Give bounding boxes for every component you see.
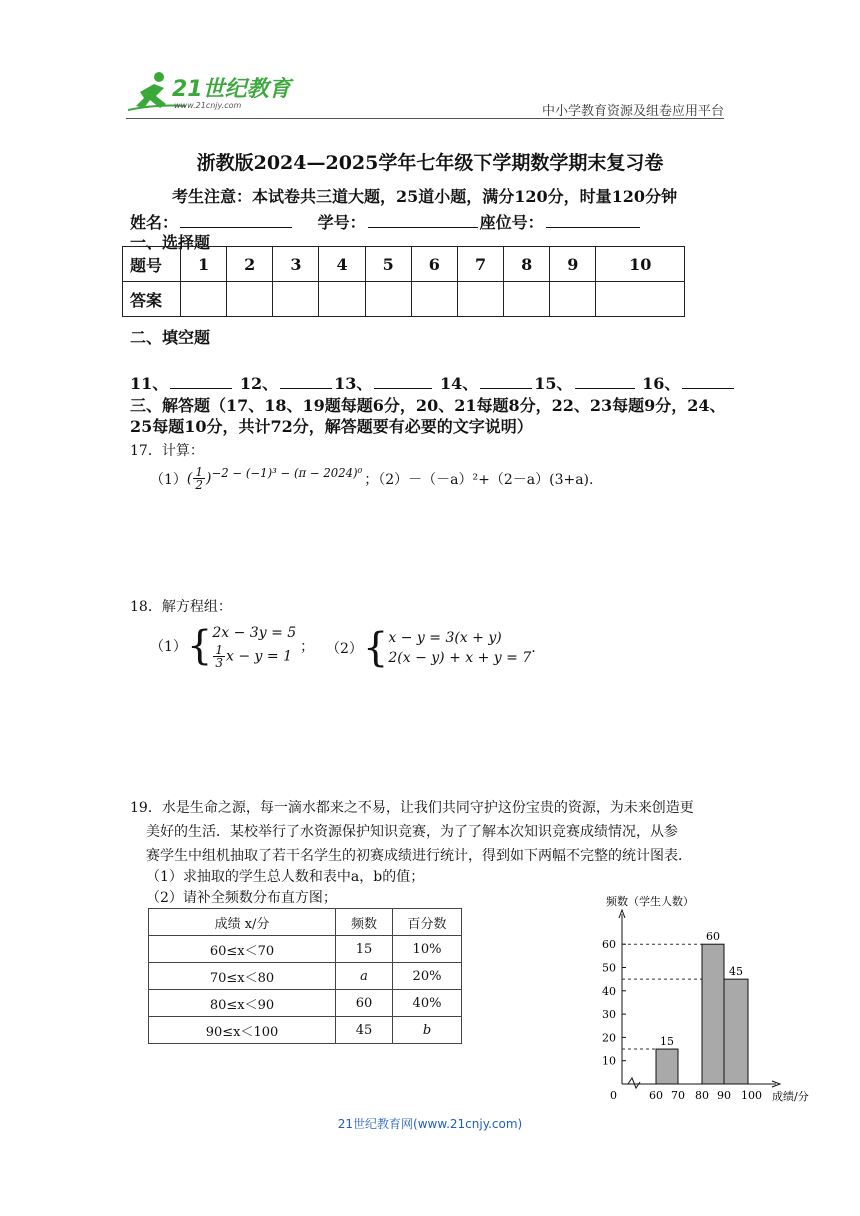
q18-p2-equations (388, 628, 531, 668)
score-pct-cell: 10% (393, 936, 462, 963)
fraction: $\frac{1}{3}$ (215, 643, 224, 670)
score-freq-cell: 15 (336, 936, 393, 963)
qnum-cell: 7 (457, 247, 503, 282)
logo-url-text: www.21cnjy.com (174, 101, 242, 110)
qnum-cell: 5 (365, 247, 411, 282)
fill-blank[interactable] (170, 374, 232, 389)
bars (656, 930, 748, 1084)
q19-line-2: 美好的生活．某校举行了水资源保护知识竞赛，为了了解本次知识竞赛成绩情况，从参 (146, 824, 678, 840)
site-logo (126, 70, 296, 116)
q19-line-1: 19．水是生命之源，每一滴水都来之不易，让我们共同守护这份宝贵的资源，为未来创造更 (130, 800, 694, 816)
q19-line-3: 赛学生中组机抽取了若干名学生的初赛成绩进行统计，得到如下两幅不完整的统计图表． (146, 848, 692, 864)
q18-end: . (531, 640, 536, 656)
score-header-cell: 百分数 (393, 909, 462, 936)
exam-title: 浙教版2024—2025学年七年级下学期数学期末复习卷 (196, 152, 664, 174)
histogram-xlabel: 成绩/分 (772, 1090, 809, 1103)
score-pct-cell: 20% (393, 963, 462, 990)
answer-cell[interactable] (181, 282, 227, 317)
fill-blank[interactable] (682, 374, 734, 389)
histogram-bar (656, 1049, 678, 1084)
fill-blank-line (130, 371, 736, 394)
q18-sep: ； (300, 638, 315, 655)
q18-system-1 (150, 622, 314, 669)
q18-p1-eq2: x − y = 1 (226, 648, 292, 665)
x-tick-label: 90 (717, 1089, 731, 1102)
q18-p1-eq1: 2x − 3y = 5 (212, 625, 297, 641)
histogram-ylabel: 频数（学生人数） (606, 895, 694, 908)
table-row (149, 936, 462, 963)
score-freq-cell: 45 (336, 1017, 393, 1044)
score-pct-cell: 40% (393, 990, 462, 1017)
q17-stem: 17．计算： (130, 443, 204, 459)
q18-p1-equations (212, 622, 296, 669)
answer-table-row2-label: 答案 (123, 282, 181, 317)
fill-blank[interactable] (575, 374, 635, 389)
section-choice-heading: 一、选择题 (130, 233, 211, 252)
section-solve-heading-2: 25每题10分，共计72分，解答题要有必要的文字说明） (130, 417, 533, 436)
score-freq-cell: 60 (336, 990, 393, 1017)
score-range-cell: 90≤x＜100 (149, 1017, 336, 1044)
fill-blank[interactable] (480, 374, 532, 389)
answer-table-row-answers (123, 282, 685, 317)
qnum-cell: 9 (550, 247, 596, 282)
q17-parts (150, 466, 593, 491)
answer-cell[interactable] (319, 282, 365, 317)
fill-label: 15、 (534, 374, 573, 393)
answer-cell[interactable] (227, 282, 273, 317)
score-range-cell: 70≤x＜80 (149, 963, 336, 990)
platform-name: 中小学教育资源及组卷应用平台 (541, 104, 724, 119)
qnum-cell: 3 (273, 247, 319, 282)
x-tick-label: 100 (741, 1089, 762, 1102)
fill-blank[interactable] (374, 374, 432, 389)
seat-label: 座位号： (479, 213, 544, 232)
score-header-cell: 频数 (336, 909, 393, 936)
origin-label: 0 (610, 1089, 617, 1102)
q18-p2-eq2: 2(x − y) + x + y = 7 (388, 650, 532, 666)
number-blank[interactable] (368, 213, 478, 228)
section-solve-heading-1: 三、解答题（17、18、19题每题6分，20、21每题8分，22、23每题9分，24、 (130, 396, 726, 415)
fill-label: 14、 (440, 374, 479, 393)
table-row (149, 1017, 462, 1044)
name-label: 姓名： (130, 213, 179, 232)
fraction: $\frac{1}{2}$ (195, 465, 204, 493)
score-range-cell: 80≤x＜90 (149, 990, 336, 1017)
qnum-cell: 2 (227, 247, 273, 282)
y-tick-label: 40 (602, 984, 616, 998)
q18-system-2 (326, 625, 536, 671)
q18-p1-eq2-row (212, 644, 296, 669)
fill-label: 16、 (642, 374, 681, 393)
q17-p2: ；（2）－（－a）²+（2－a）(3+a). (364, 471, 594, 488)
footer-link[interactable]: 21世纪教育网(www.21cnjy.com) (337, 1117, 523, 1131)
y-tick-label: 10 (602, 1054, 616, 1068)
q17-p1-expression: ( $\frac{1}{2}$ )$^{-2 - (-1)^3 - (\pi - 2024)^0}$ (186, 465, 363, 493)
qnum-cell: 4 (319, 247, 365, 282)
answer-cell[interactable] (504, 282, 550, 317)
answer-table-row-numbers (123, 247, 685, 282)
bar-value-label: 15 (660, 1035, 674, 1049)
section-fill-heading: 二、填空题 (130, 328, 211, 347)
q17-p1-label: （1） (150, 471, 187, 488)
score-pct-cell: b (393, 1017, 462, 1044)
x-tick-label: 80 (695, 1089, 709, 1102)
answer-cell[interactable] (273, 282, 319, 317)
axis-break-icon (628, 1078, 640, 1088)
brace-icon: { (186, 622, 213, 669)
x-tick-label: 60 (649, 1089, 663, 1102)
brace-icon: { (362, 625, 389, 671)
y-tick-label: 50 (602, 961, 616, 975)
fill-label: 12、 (239, 374, 279, 393)
y-tick-label: 60 (602, 938, 616, 952)
q17-p1-tail: −2 − (−1)³ − (π − 2024)⁰ (211, 466, 363, 480)
answer-cell[interactable] (365, 282, 411, 317)
exam-notice: 考生注意：本试卷共三道大题，25道小题，满分120分，时量120分钟 (172, 187, 678, 206)
x-tick-label: 70 (671, 1089, 685, 1102)
x-ticks (649, 1089, 762, 1102)
name-blank[interactable] (180, 213, 292, 228)
frequency-histogram (590, 888, 830, 1108)
fill-label: 13、 (334, 374, 373, 393)
score-range-cell: 60≤x＜70 (149, 936, 336, 963)
qnum-cell: 1 (181, 247, 227, 282)
score-table-header (149, 909, 462, 936)
answer-table-row1-label: 题号 (123, 247, 181, 282)
q18-p2-label: （2） (326, 641, 363, 657)
table-row (149, 963, 462, 990)
runner-logo-icon (126, 70, 296, 116)
q19-sub-2: （2）请补全频数分布直方图； (146, 890, 337, 906)
logo-text: 21世纪教育 (172, 77, 291, 102)
qnum-cell: 8 (504, 247, 550, 282)
score-freq-cell: a (336, 963, 393, 990)
qnum-cell: 10 (596, 247, 685, 282)
answer-cell[interactable] (550, 282, 596, 317)
score-table (148, 908, 462, 1044)
y-tick-label: 30 (602, 1008, 616, 1022)
answer-cell[interactable] (457, 282, 503, 317)
histogram-bar (702, 944, 724, 1084)
q19-sub-1: （1）求抽取的学生总人数和表中a，b的值； (146, 869, 425, 885)
table-row (149, 990, 462, 1017)
q18-p1-label: （1） (150, 638, 187, 655)
answer-cell[interactable] (596, 282, 685, 317)
histogram-bar (724, 979, 748, 1084)
y-tick-label: 20 (602, 1031, 616, 1045)
answer-table (122, 246, 685, 317)
bar-value-label: 45 (729, 965, 743, 979)
bar-value-label: 60 (706, 930, 720, 944)
seat-blank[interactable] (546, 213, 640, 228)
qnum-cell: 6 (411, 247, 457, 282)
fill-label: 11、 (130, 374, 169, 393)
header-rule (126, 118, 724, 119)
q18-stem: 18．解方程组： (130, 599, 232, 615)
q18-p2-eq1: x − y = 3(x + y) (388, 630, 502, 646)
score-header-cell: 成绩 x/分 (149, 909, 336, 936)
answer-cell[interactable] (411, 282, 457, 317)
fill-blank[interactable] (280, 374, 332, 389)
number-label: 学号： (317, 213, 366, 232)
